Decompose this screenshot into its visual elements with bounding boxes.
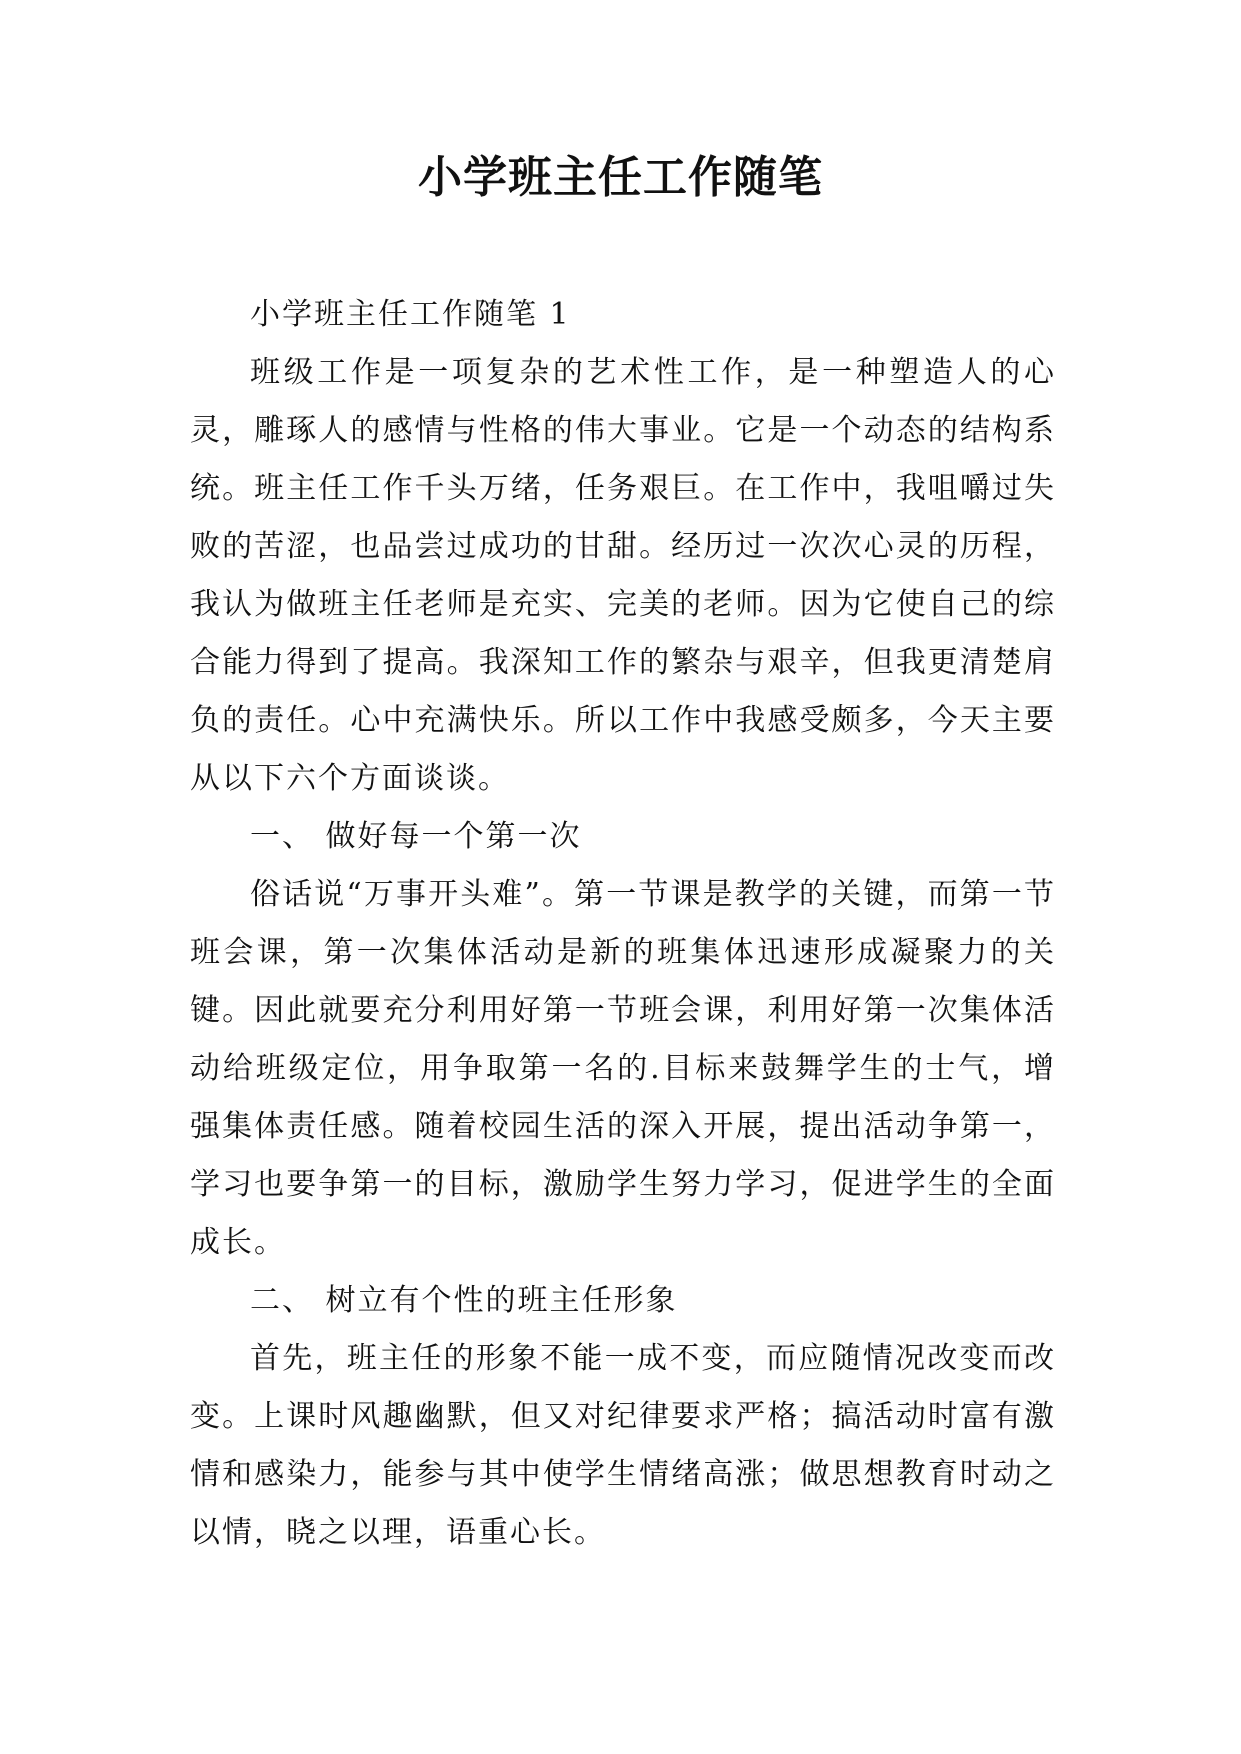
paragraph-first-time: 俗话说“万事开头难”。第一节课是教学的关键，而第一节班会课，第一次集体活动是新的班集体迅速形成凝聚力的关键。因此就要充分利用好第一节班会课，利用好第一次集体活动给班级定位，用争取第一名的.目标来鼓舞学生的士气，增强集体责任感。随着校园生活的深入开展，提出活动争第一，学习也要争第一的目标，激励学生努力学习，促进学生的全面成长。	[190, 877, 1056, 1260]
section-heading-1: 一、 做好每一个第一次	[250, 819, 582, 854]
section-subtitle: 小学班主任工作随笔 1	[250, 297, 571, 332]
section-heading-2: 二、 树立有个性的班主任形象	[250, 1283, 678, 1318]
document-title: 小学班主任工作随笔	[418, 152, 823, 203]
paragraph-intro: 班级工作是一项复杂的艺术性工作，是一种塑造人的心灵，雕琢人的感情与性格的伟大事业。它是一个动态的结构系统。班主任工作千头万绪，任务艰巨。在工作中，我咀嚼过失败的苦涩，也品尝过成功的甘甜。经历过一次次心灵的历程，我认为做班主任老师是充实、完美的老师。因为它使自己的综合能力得到了提高。我深知工作的繁杂与艰辛，但我更清楚肩负的责任。心中充满快乐。所以工作中我感受颇多，今天主要从以下六个方面谈谈。	[190, 355, 1056, 796]
document-body	[190, 286, 1056, 1562]
paragraph-teacher-image: 首先，班主任的形象不能一成不变，而应随情况改变而改变。上课时风趣幽默，但又对纪律要求严格；搞活动时富有激情和感染力，能参与其中使学生情绪高涨；做思想教育时动之以情，晓之以理，语重心长。	[190, 1341, 1056, 1550]
